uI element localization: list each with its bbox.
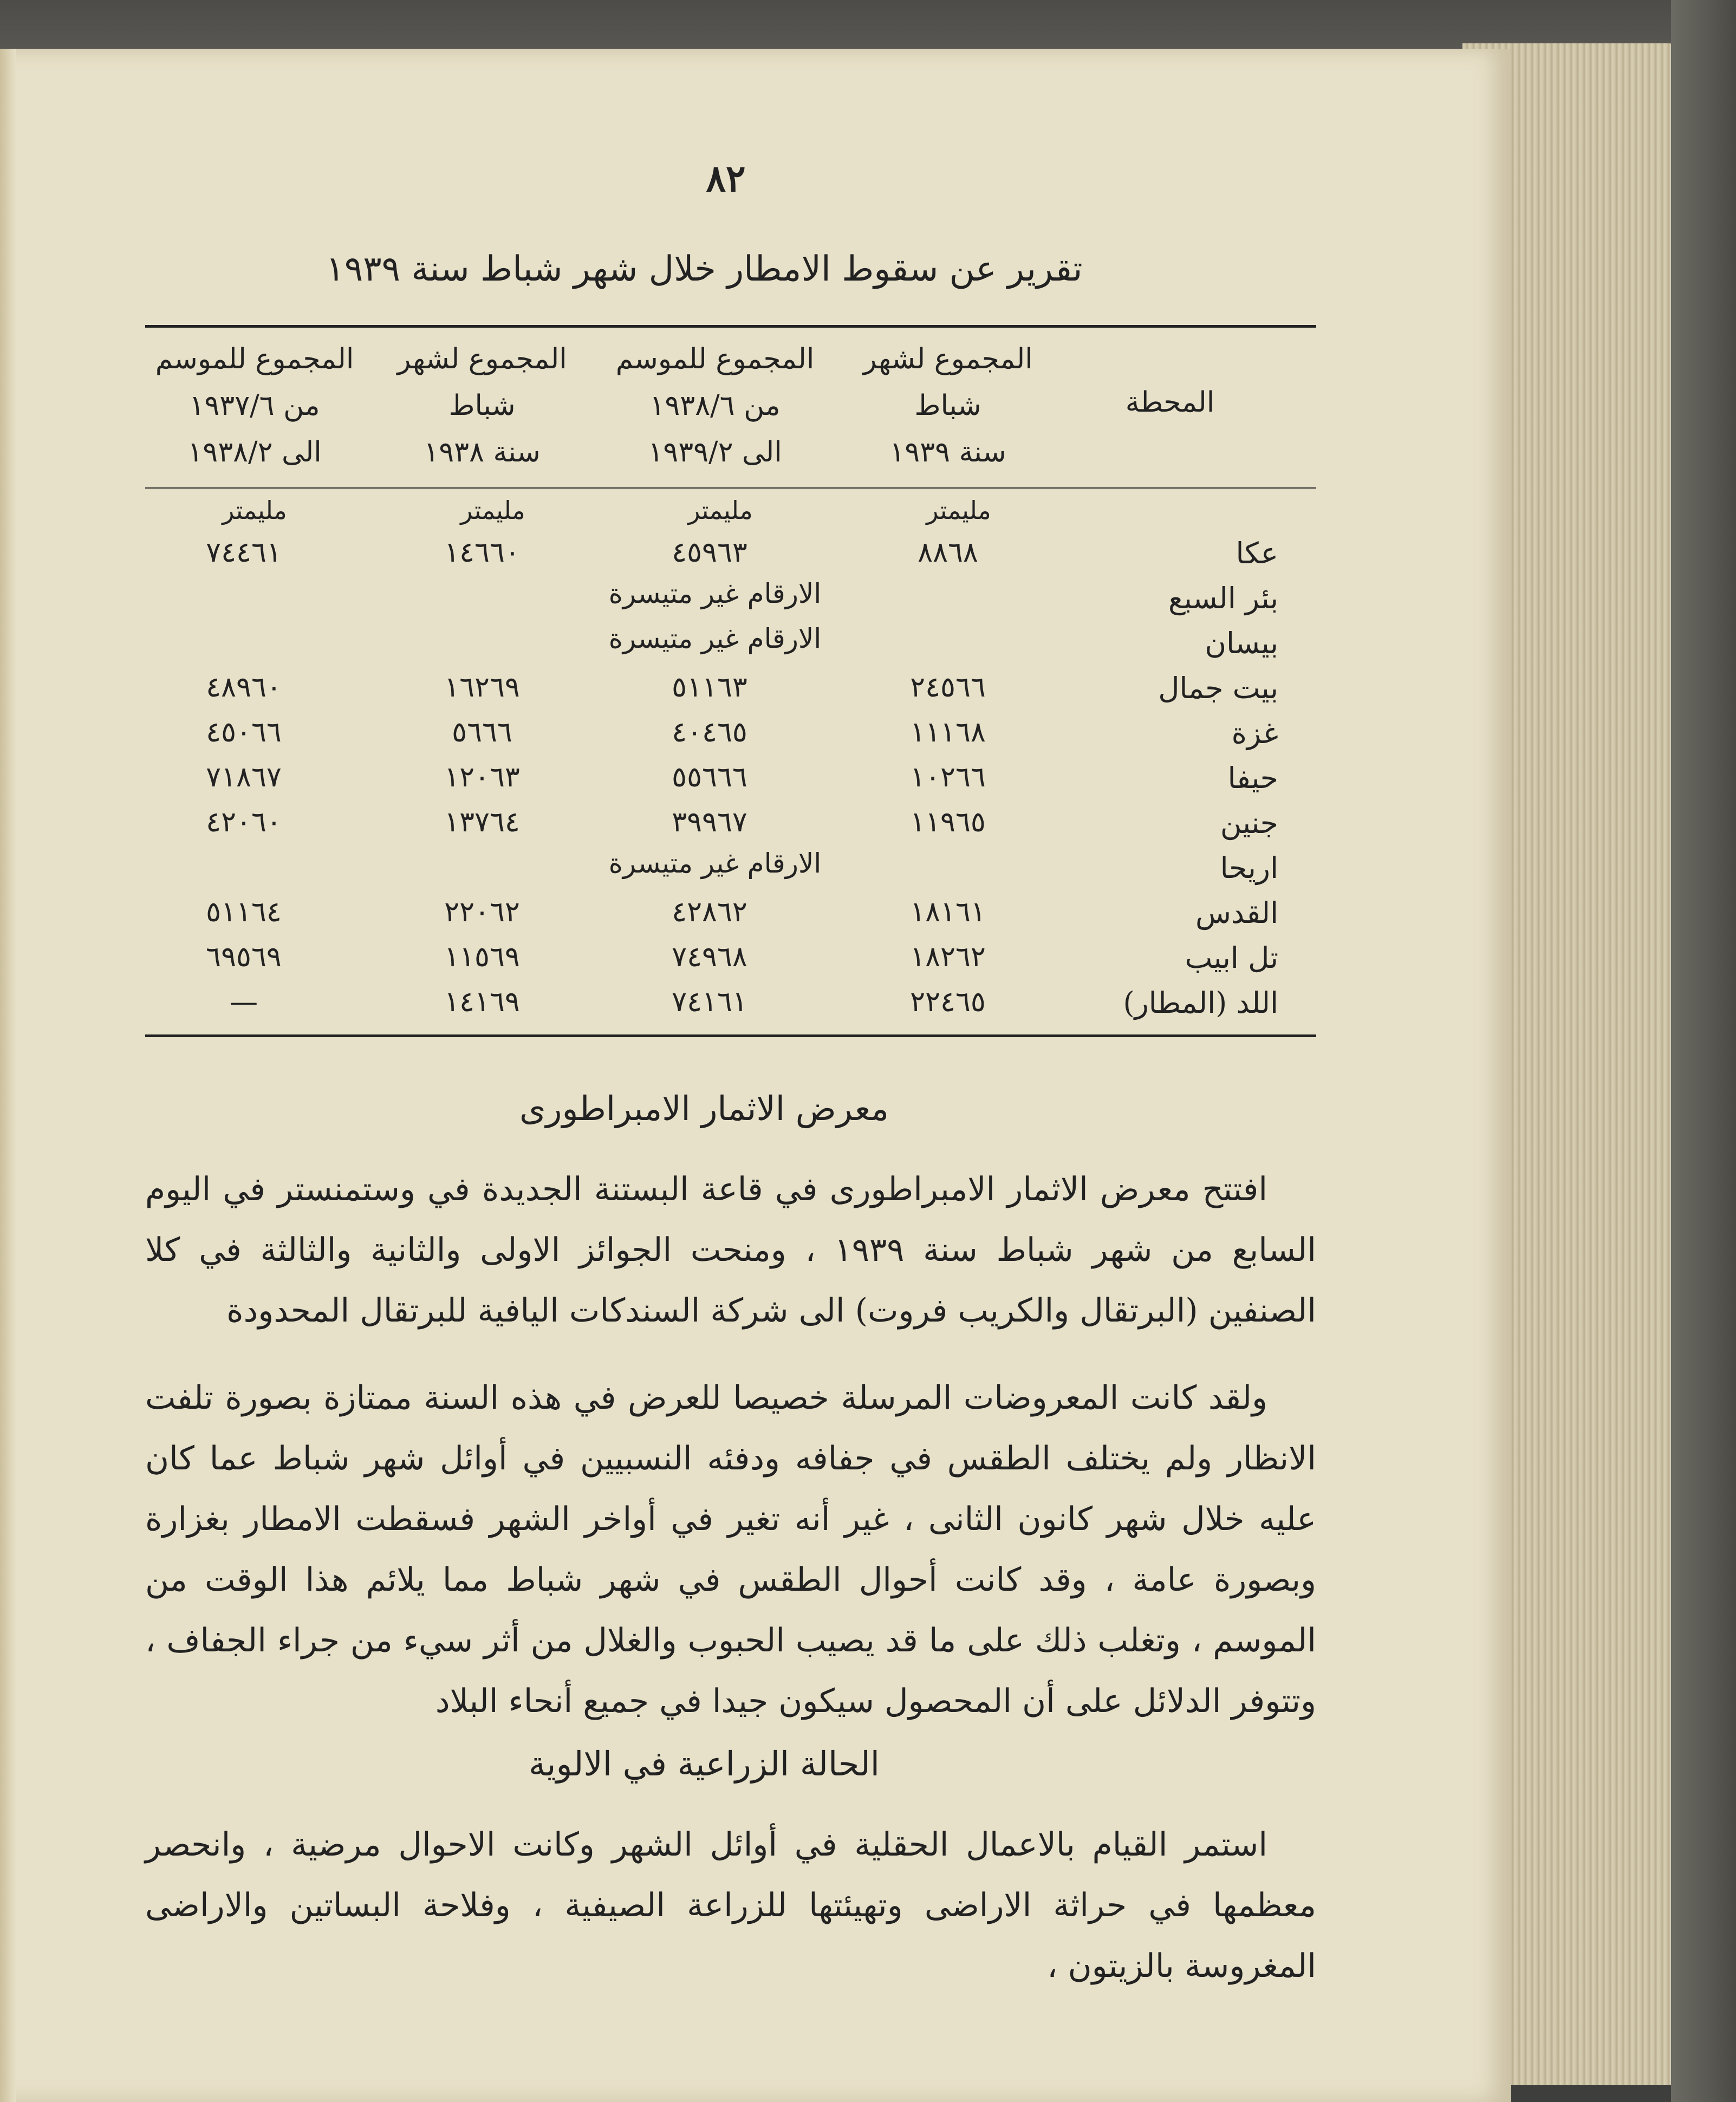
header-col3-line3: سنة ١٩٣٨ bbox=[424, 436, 541, 468]
book-cover-right bbox=[1671, 0, 1736, 2102]
station-name: غزة bbox=[1231, 716, 1278, 750]
station-name: اريحا bbox=[1220, 851, 1278, 885]
header-col1 bbox=[845, 336, 1051, 476]
rainfall-value-c1: ١٠٢٦٦ bbox=[910, 761, 986, 793]
rainfall-value-c2: ٧٤٩٦٨ bbox=[672, 941, 747, 973]
table-title: تقرير عن سقوط الامطار خلال شهر شباط سنة ١٩٣٩ bbox=[326, 249, 1083, 289]
rainfall-value-c3: ١٦٢٦٩ bbox=[444, 671, 520, 704]
section1-paragraph1 bbox=[145, 1159, 1316, 1341]
unit-col2: مليمتر bbox=[688, 496, 753, 525]
header-col3-line2: شباط bbox=[448, 389, 516, 422]
rainfall-value-c2: ٥١١٦٣ bbox=[672, 671, 747, 704]
rainfall-value-c2: ٧٤١٦١ bbox=[672, 986, 747, 1018]
rainfall-value-c4: ٦٩٥٦٩ bbox=[206, 941, 282, 973]
rainfall-value-c4: ٧٤٤٦١ bbox=[206, 536, 282, 569]
rainfall-value-c4: ٤٢٠٦٠ bbox=[206, 806, 282, 838]
rainfall-value-c1: ٨٨٦٨ bbox=[918, 536, 978, 569]
rainfall-value-c4: ٤٨٩٦٠ bbox=[206, 671, 282, 704]
missing-data-note: الارقام غير متيسرة bbox=[608, 848, 822, 879]
header-col2-line3: الى ١٩٣٩/٢ bbox=[648, 436, 782, 468]
station-name: بيسان bbox=[1205, 626, 1278, 660]
header-col1-line2: شباط bbox=[914, 389, 981, 422]
rainfall-value-c1: ١٨١٦١ bbox=[910, 896, 986, 928]
station-name: بئر السبع bbox=[1168, 581, 1278, 615]
header-col1-line1: المجموع لشهر bbox=[863, 343, 1033, 375]
missing-data-note: الارقام غير متيسرة bbox=[608, 578, 822, 609]
rainfall-value-c1: ١١٩٦٥ bbox=[910, 806, 986, 838]
rainfall-value-c1: ١١١٦٨ bbox=[910, 716, 986, 749]
header-col4-line1: المجموع للموسم bbox=[155, 343, 354, 375]
rainfall-value-c4: ٤٥٠٦٦ bbox=[206, 716, 282, 749]
rainfall-value-c4: — bbox=[230, 986, 258, 1018]
header-col2-line2: من ١٩٣٨/٦ bbox=[649, 389, 781, 422]
station-name: عكا bbox=[1236, 536, 1278, 570]
rainfall-value-c2: ٤٠٤٦٥ bbox=[672, 716, 747, 749]
table-top-rule bbox=[145, 325, 1316, 328]
station-name: بيت جمال bbox=[1158, 671, 1278, 705]
section2-paragraph1-text: استمر القيام بالاعمال الحقلية في أوائل الشهر وكانت الاحوال مرضية ، وانحصر معظمها في حراثة الاراضى وتهيئتها للزراعة الصيفية ، وفلاحة البساتين والاراضى المغروسة بالزيتون ، bbox=[145, 1826, 1316, 1985]
rainfall-value-c3: ١٤١٦٩ bbox=[444, 986, 520, 1018]
rainfall-value-c3: ١١٥٦٩ bbox=[444, 941, 520, 973]
rainfall-value-c4: ٧١٨٦٧ bbox=[206, 761, 282, 793]
header-station bbox=[1094, 379, 1246, 426]
table-bottom-rule bbox=[145, 1034, 1316, 1037]
station-name: القدس bbox=[1195, 896, 1278, 930]
header-col2-line1: المجموع للموسم bbox=[615, 343, 815, 375]
rainfall-value-c3: ١٤٦٦٠ bbox=[444, 536, 520, 569]
rainfall-value-c4: ٥١١٦٤ bbox=[206, 896, 282, 928]
rainfall-value-c2: ٤٢٨٦٢ bbox=[672, 896, 747, 928]
rainfall-value-c2: ٥٥٦٦٦ bbox=[672, 761, 747, 793]
header-col2 bbox=[607, 336, 823, 476]
header-col4 bbox=[146, 336, 363, 476]
rainfall-value-c3: ٢٢٠٦٢ bbox=[444, 896, 520, 928]
section1-paragraph1-text: افتتح معرض الاثمار الامبراطورى في قاعة البستنة الجديدة في وستمنستر في اليوم السابع من شهر شباط سنة ١٩٣٩ ، ومنحت الجوائز الاولى والثانية والثالثة في كلا الصنفين (البرتقال والكريب فروت) الى شركة السندكات اليافية للبرتقال المحدودة bbox=[145, 1170, 1317, 1330]
rainfall-value-c3: ١٣٧٦٤ bbox=[444, 806, 520, 838]
page-number: ٨٢ bbox=[706, 157, 746, 200]
missing-data-note: الارقام غير متيسرة bbox=[608, 623, 822, 654]
section2-title: الحالة الزراعية في الالوية bbox=[528, 1744, 880, 1784]
station-name: حيفا bbox=[1227, 761, 1278, 795]
unit-col1: مليمتر bbox=[926, 496, 991, 525]
station-name: تل ابيب bbox=[1185, 941, 1278, 975]
page-gutter bbox=[0, 49, 16, 2102]
header-divider bbox=[145, 487, 1316, 489]
unit-col3: مليمتر bbox=[460, 496, 525, 525]
header-col4-line2: من ١٩٣٧/٦ bbox=[189, 389, 320, 422]
section1-paragraph2-text: ولقد كانت المعروضات المرسلة خصيصا للعرض في هذه السنة ممتازة بصورة تلفت الانظار ولم يختلف الطقس في جفافه ودفئه النسبيين في أوائل شهر شباط عما كان عليه خلال شهر كانون الثانى ، غير أنه تغير في أواخر الشهر فسقطت الامطار بغزارة وبصورة عامة ، وقد كانت أحوال الطقس في شهر شباط مما يلائم هذا الوقت من الموسم ، وتغلب ذلك على ما قد يصيب الحبوب والغلال من أثر سيء من جراء الجفاف ، وتتوفر الدلائل على أن المحصول سيكون جيدا في جميع أنحاء البلاد bbox=[145, 1379, 1317, 1720]
unit-col4: مليمتر bbox=[222, 496, 287, 525]
section1-title: معرض الاثمار الامبراطورى bbox=[519, 1089, 889, 1128]
rainfall-value-c2: ٣٩٩٦٧ bbox=[672, 806, 747, 838]
section1-paragraph2 bbox=[145, 1368, 1316, 1732]
header-col1-line3: سنة ١٩٣٩ bbox=[889, 436, 1006, 468]
rainfall-value-c1: ٢٤٥٦٦ bbox=[910, 671, 986, 704]
rainfall-value-c1: ١٨٢٦٢ bbox=[910, 941, 986, 973]
rainfall-value-c1: ٢٢٤٦٥ bbox=[910, 986, 986, 1018]
header-station-label: المحطة bbox=[1125, 386, 1215, 419]
section2-paragraph1 bbox=[145, 1814, 1316, 1996]
rainfall-value-c3: ١٢٠٦٣ bbox=[444, 761, 520, 793]
header-col3 bbox=[379, 336, 585, 476]
station-name: جنين bbox=[1220, 806, 1278, 840]
station-name: اللد (المطار) bbox=[1123, 986, 1278, 1020]
header-col4-line3: الى ١٩٣٨/٢ bbox=[187, 436, 322, 468]
rainfall-value-c2: ٤٥٩٦٣ bbox=[672, 536, 747, 569]
rainfall-value-c3: ٥٦٦٦ bbox=[452, 716, 512, 749]
header-col3-line1: المجموع لشهر bbox=[397, 343, 567, 375]
